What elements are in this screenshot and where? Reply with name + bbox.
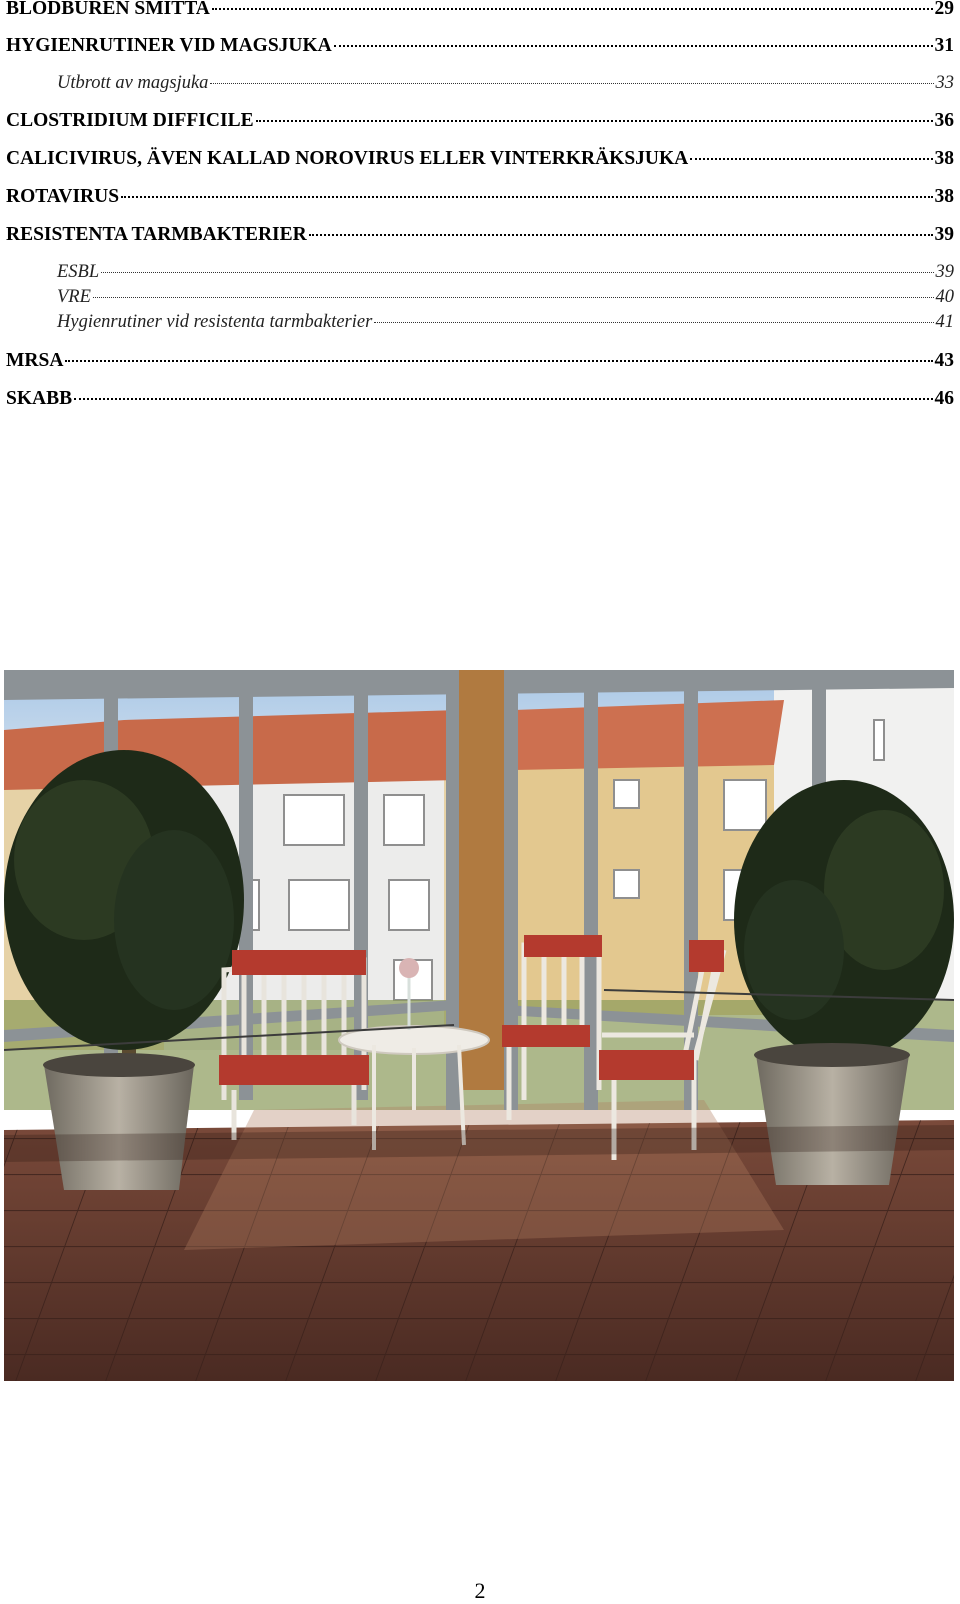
- chair-right-cushion: [599, 1050, 694, 1080]
- toc-label: CLOSTRIDIUM DIFFICILE: [6, 110, 254, 131]
- toc-leader: [212, 8, 933, 10]
- toc-page: 41: [935, 312, 954, 332]
- toc-page: 31: [934, 35, 954, 56]
- toc-label: VRE: [57, 287, 91, 307]
- chair-middle-cushion: [502, 1025, 590, 1047]
- toc-entry[interactable]: [6, 0, 954, 26]
- toc-entry[interactable]: [6, 148, 954, 176]
- toc-page: 29: [934, 0, 954, 19]
- toc-label: SKABB: [6, 388, 73, 409]
- toc-label: CALICIVIRUS, ÄVEN KALLAD NOROVIRUS ELLER VINTERKRÄKSJUKA: [6, 148, 689, 169]
- toc-page: 36: [934, 110, 954, 131]
- toc-label: MRSA: [6, 350, 64, 371]
- toc-page: 38: [934, 186, 954, 207]
- page-number: 2: [474, 1578, 486, 1603]
- toc-page: 33: [935, 73, 954, 93]
- wooden-pillar: [459, 670, 504, 1090]
- toc-leader: [210, 83, 933, 84]
- toc-label: ROTAVIRUS: [6, 186, 120, 207]
- toc-page: 38: [934, 148, 954, 169]
- toc-leader: [101, 272, 933, 273]
- toc-leader: [65, 360, 932, 362]
- toc-leader: [334, 45, 933, 47]
- toc-leader: [374, 322, 933, 323]
- toc-label: Utbrott av magsjuka: [57, 73, 209, 93]
- toc-entry[interactable]: [6, 35, 954, 63]
- toc-page: 40: [935, 287, 954, 307]
- toc-entry[interactable]: [6, 110, 954, 138]
- toc-entry[interactable]: [6, 224, 954, 252]
- sofa-cushion: [219, 1055, 369, 1085]
- toc-page: 43: [934, 350, 954, 371]
- toc-leader: [256, 120, 933, 122]
- toc-label: RESISTENTA TARMBAKTERIER: [6, 224, 307, 245]
- chair-right-backrest: [689, 940, 724, 972]
- toc-page: 46: [934, 388, 954, 409]
- sofa-backrest: [232, 950, 366, 975]
- toc-entry[interactable]: [6, 262, 954, 290]
- toc-label: BLODBUREN SMITTA: [6, 0, 210, 19]
- toc-leader: [309, 234, 933, 236]
- toc-label: Hygienrutiner vid resistenta tarmbakterier: [57, 312, 373, 332]
- toc-leader: [93, 297, 934, 298]
- toc-entry[interactable]: [6, 186, 954, 214]
- toc-leader: [74, 398, 932, 400]
- chair-middle-backrest: [524, 935, 602, 957]
- toc-label: ESBL: [57, 262, 100, 282]
- plant-left: [4, 750, 244, 1190]
- toc-leader: [690, 158, 932, 160]
- toc-entry[interactable]: [6, 388, 954, 416]
- toc-entry[interactable]: [6, 287, 954, 315]
- toc-page: 39: [934, 224, 954, 245]
- photo-sunroom: [4, 670, 954, 1381]
- toc-entry[interactable]: [6, 312, 954, 340]
- roof-right: [514, 700, 784, 770]
- toc-leader: [121, 196, 932, 198]
- toc-entry[interactable]: [6, 73, 954, 101]
- toc-page: 39: [935, 262, 954, 282]
- toc-label: HYGIENRUTINER VID MAGSJUKA: [6, 35, 332, 56]
- toc-entry[interactable]: [6, 350, 954, 378]
